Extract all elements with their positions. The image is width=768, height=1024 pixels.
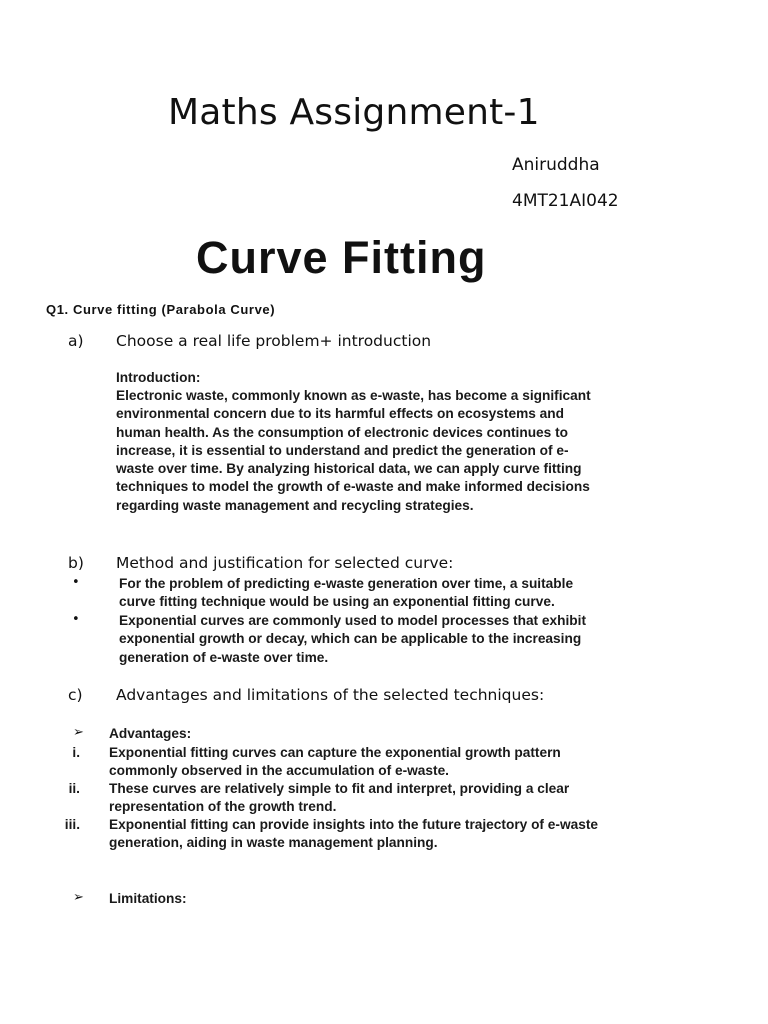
intro-line: regarding waste management and recycling strategies. xyxy=(116,497,474,513)
advantage-line: These curves are relatively simple to fit and interpret, providing a clear xyxy=(109,781,570,796)
intro-paragraph xyxy=(116,387,676,515)
advantage-line: generation, aiding in waste management planning. xyxy=(109,835,438,851)
bullet-item xyxy=(119,575,659,612)
main-heading: Curve Fitting xyxy=(196,232,487,283)
bullet-item xyxy=(119,612,659,667)
arrow-bullet-icon: ➢ xyxy=(73,890,84,905)
intro-line: increase, it is essential to understand and predict the generation of e- xyxy=(116,442,569,458)
list-number: ii. xyxy=(68,781,80,796)
bullet-line: generation of e-waste over time. xyxy=(119,649,329,665)
intro-line: waste over time. By analyzing historical data, we can apply curve fitting xyxy=(116,461,582,477)
section-b-marker: b) xyxy=(68,554,84,572)
list-number: iii. xyxy=(64,817,80,832)
advantage-line: representation of the growth trend. xyxy=(109,799,337,815)
advantage-line: Exponential fitting can provide insights into the future trajectory of e-waste xyxy=(109,817,599,832)
section-c-marker: c) xyxy=(68,686,83,704)
intro-line: environmental concern due to its harmful effects on ecosystems and xyxy=(116,406,564,422)
section-c-heading: Advantages and limitations of the selected techniques: xyxy=(116,686,545,704)
section-b-heading: Method and justification for selected curve: xyxy=(116,554,454,572)
intro-label: Introduction: xyxy=(116,370,201,385)
advantage-item xyxy=(109,816,689,853)
advantages-label: Advantages: xyxy=(109,726,192,741)
bullet-line: Exponential curves are commonly used to model processes that exhibit xyxy=(119,613,587,628)
advantage-line: Exponential fitting curves can capture the exponential growth pattern xyxy=(109,745,561,760)
section-a-marker: a) xyxy=(68,332,84,350)
document-title: Maths Assignment-1 xyxy=(168,92,540,133)
list-number: i. xyxy=(72,745,80,760)
arrow-bullet-icon: ➢ xyxy=(73,725,84,740)
advantage-item xyxy=(109,780,689,817)
intro-line: Electronic waste, commonly known as e-waste, has become a significant xyxy=(116,388,591,403)
advantage-item xyxy=(109,744,689,781)
bullet-line: exponential growth or decay, which can be applicable to the increasing xyxy=(119,631,582,647)
intro-line: human health. As the consumption of electronic devices continues to xyxy=(116,424,569,440)
question-title: Q1. Curve fitting (Parabola Curve) xyxy=(46,302,276,317)
advantage-line: commonly observed in the accumulation of e-waste. xyxy=(109,763,449,779)
bullet-line: curve fitting technique would be using an exponential fitting curve. xyxy=(119,594,555,610)
limitations-label: Limitations: xyxy=(109,891,187,906)
section-a-heading: Choose a real life problem+ introduction xyxy=(116,332,432,350)
author-name: Aniruddha xyxy=(512,155,600,175)
bullet-line: For the problem of predicting e-waste generation over time, a suitable xyxy=(119,576,574,591)
bullet-icon: • xyxy=(72,612,80,627)
intro-line: techniques to model the growth of e-waste and make informed decisions xyxy=(116,479,590,495)
bullet-icon: • xyxy=(72,575,80,590)
author-id: 4MT21AI042 xyxy=(512,191,619,211)
